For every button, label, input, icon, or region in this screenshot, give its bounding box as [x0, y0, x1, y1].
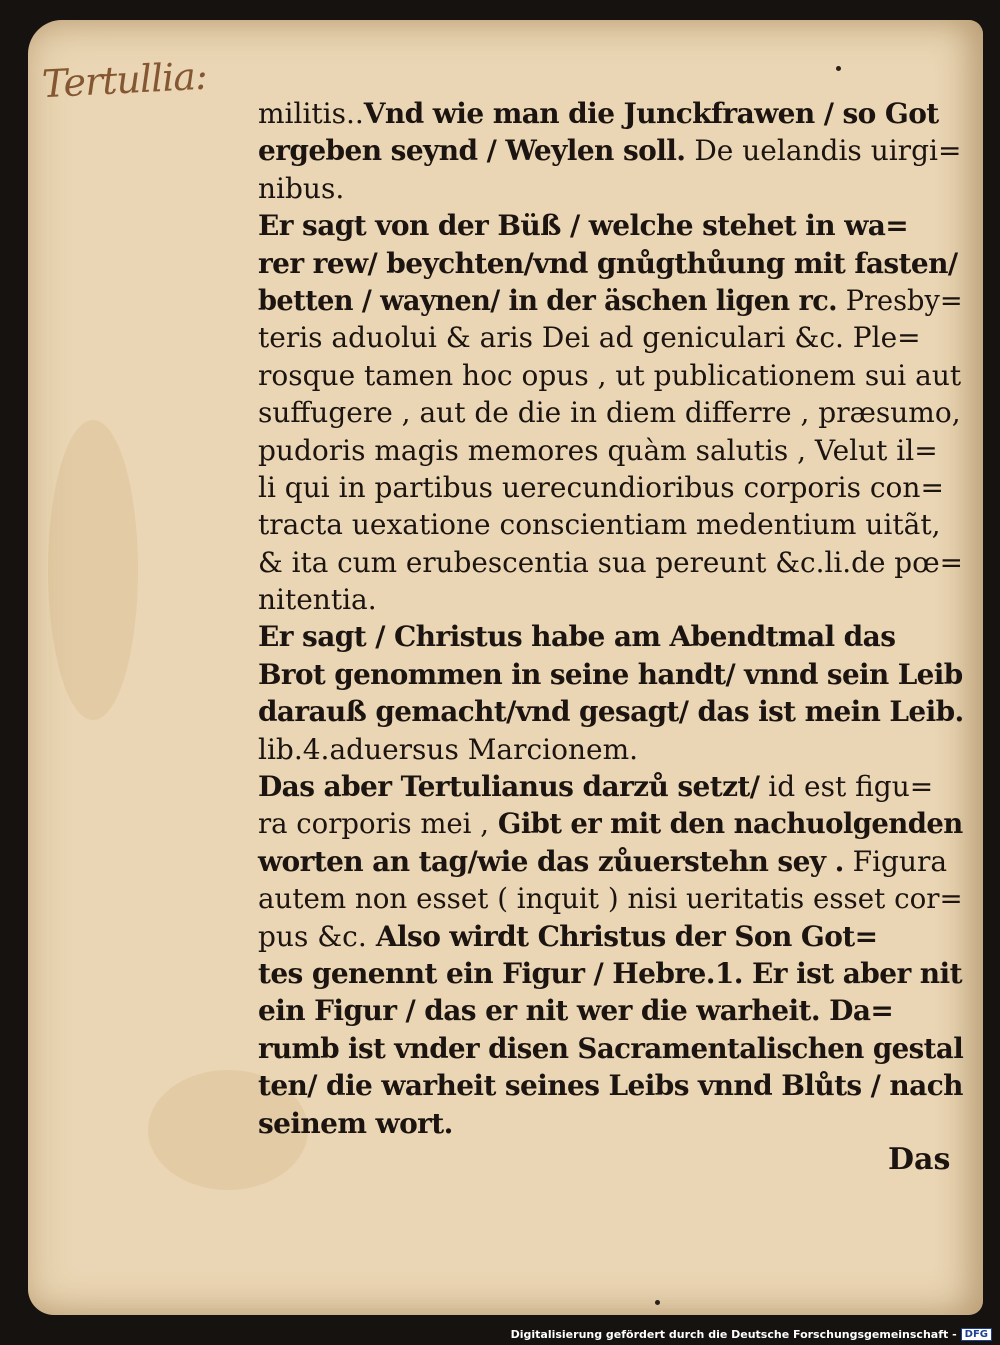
text-line: [258, 170, 963, 207]
latin-segment: & ita cum erubescentia sua pereunt &c.li.de pœ=: [258, 545, 963, 579]
blackletter-segment: Er sagt von der Büß / welche stehet in wa=: [258, 209, 909, 243]
text-line: [258, 731, 963, 768]
latin-segment: militis..: [258, 97, 364, 130]
text-line: [258, 768, 963, 805]
digitization-credit: [511, 1328, 992, 1341]
text-line: [258, 843, 963, 880]
text-line: [258, 618, 963, 655]
blackletter-segment: betten / waynen/ in der äschen ligen rc.: [258, 283, 838, 317]
latin-segment: pus &c.: [258, 919, 367, 953]
latin-segment: ra corporis mei ,: [258, 807, 489, 841]
text-line: [258, 469, 963, 506]
blackletter-segment: Gibt er mit den nachuolgenden: [488, 807, 963, 841]
text-line: [258, 805, 963, 842]
blackletter-segment: Vnd wie man die Junckfrawen / so Got: [363, 97, 939, 130]
latin-segment: lib.4.aduersus Marcionem.: [258, 732, 639, 766]
blackletter-segment: ergeben seynd / Weylen soll.: [258, 134, 686, 168]
latin-segment: Presby=: [837, 283, 963, 317]
text-line: [258, 656, 963, 693]
blackletter-segment: seinem wort.: [258, 1106, 453, 1140]
text-line: [258, 506, 963, 543]
latin-segment: De uelandis uirgi=: [685, 134, 962, 168]
latin-segment: autem non esset ( inquit ) nisi ueritatis esset cor=: [258, 882, 963, 916]
catchword: Das: [888, 1142, 951, 1177]
latin-segment: id est figu=: [759, 770, 934, 804]
text-line: [258, 581, 963, 618]
blackletter-segment: tes genennt ein Figur / Hebre.1. Er ist aber nit: [258, 956, 962, 990]
ink-dot: [836, 66, 841, 71]
body-text: [258, 95, 963, 1142]
blackletter-segment: Er sagt / Christus habe am Abendtmal das: [258, 620, 896, 654]
text-line: [258, 319, 963, 356]
margin-annotation: Tertullia:: [40, 53, 208, 107]
blackletter-segment: ten/ die warheit seines Leibs vnnd Blůts / nach: [258, 1069, 963, 1103]
text-line: [258, 1105, 963, 1142]
latin-segment: li qui in partibus uerecundioribus corporis con=: [258, 470, 944, 504]
blackletter-segment: rer rew/ beychten/vnd gnůgthůung mit fasten/: [258, 246, 958, 280]
latin-segment: teris aduolui & aris Dei ad geniculari &c. Ple=: [258, 321, 921, 355]
blackletter-segment: rumb ist vnder disen Sacramentalischen gestal: [258, 1031, 964, 1065]
dfg-logo: DFG: [961, 1328, 992, 1341]
text-line: [258, 95, 963, 132]
text-line: [258, 282, 963, 319]
blackletter-segment: worten an tag/wie das zůuerstehn sey .: [258, 844, 844, 878]
text-line: [258, 955, 963, 992]
ink-dot: [655, 1300, 660, 1305]
text-line: [258, 1067, 962, 1104]
latin-segment: Figura: [843, 844, 948, 878]
text-line: [258, 394, 963, 431]
blackletter-segment: Das aber Tertulianus darzů setzt/: [258, 770, 760, 804]
text-line: [258, 544, 963, 581]
text-line: [258, 357, 963, 394]
text-line: [258, 693, 964, 730]
text-line: [258, 992, 963, 1029]
blackletter-segment: darauß gemacht/vnd gesagt/ das ist mein Leib.: [258, 695, 964, 729]
blackletter-segment: Brot genommen in seine handt/ vnnd sein Leib: [258, 657, 963, 691]
text-line: [258, 245, 963, 282]
latin-segment: pudoris magis memores quàm salutis , Velut il=: [258, 433, 938, 467]
credit-text: Digitalisierung gefördert durch die Deutsche Forschungsgemeinschaft -: [510, 1328, 957, 1341]
latin-segment: suffugere , aut de die in diem differre , præsumo,: [258, 396, 961, 430]
text-line: [258, 432, 963, 469]
text-line: [258, 207, 963, 244]
paper-stain: [48, 420, 138, 720]
text-line: [258, 132, 963, 169]
text-line: [258, 880, 963, 917]
latin-segment: nibus.: [258, 171, 345, 205]
text-line: [258, 1030, 964, 1067]
blackletter-segment: Also wirdt Christus der Son Got=: [366, 919, 878, 953]
blackletter-segment: ein Figur / das er nit wer die warheit. Da=: [258, 994, 894, 1028]
text-line: [258, 918, 963, 955]
latin-segment: tracta uexatione conscientiam medentium uitãt,: [258, 508, 941, 542]
latin-segment: nitentia.: [258, 583, 377, 617]
latin-segment: rosque tamen hoc opus , ut publicationem sui aut: [258, 358, 962, 392]
